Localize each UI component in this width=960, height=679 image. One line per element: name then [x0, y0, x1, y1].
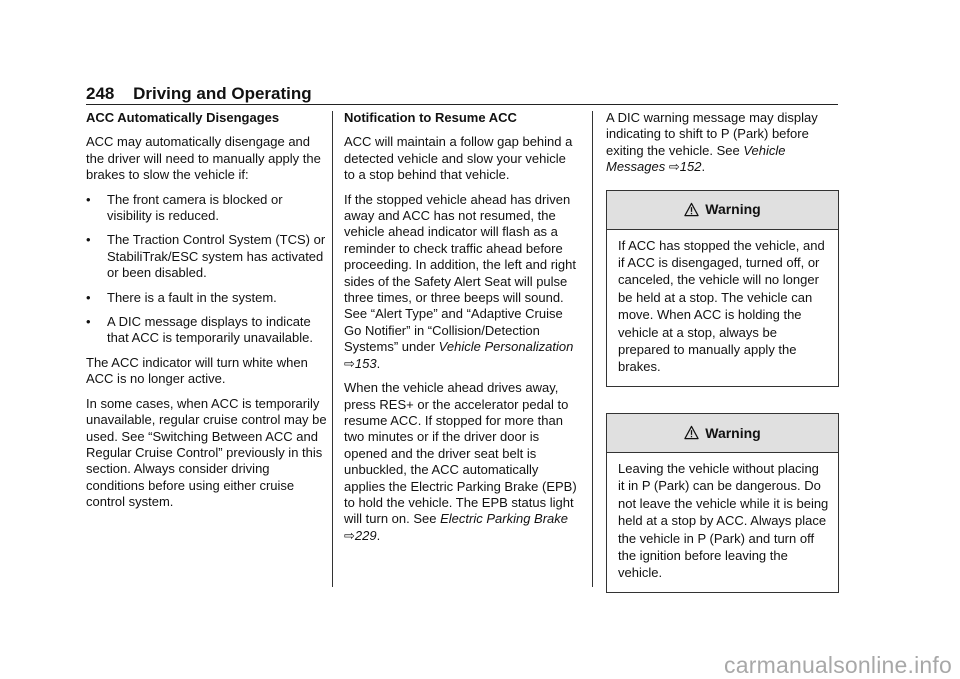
bullet-marker: •	[86, 289, 91, 305]
list-item	[86, 192, 330, 225]
vehicle-messages-link[interactable]: Vehicle Messages	[606, 142, 786, 175]
stopped-vehicle-paragraph	[344, 192, 580, 372]
column-1	[86, 110, 330, 519]
list-item-text: A DIC message displays to indicate that ACC is temporarily unavailable.	[107, 314, 313, 346]
sentence-end: .	[701, 159, 706, 175]
page-ref-number[interactable]: 229	[354, 527, 377, 543]
follow-gap-paragraph: ACC will maintain a follow gap behind a detected vehicle and slow your vehicle to a stop behind that vehicle.	[344, 134, 573, 183]
column-3	[606, 110, 842, 593]
page-ref-arrow-icon: ⇨	[344, 355, 355, 371]
list-item-text: The Traction Control System (TCS) or StabiliTrak/ESC system has activated or been disabled.	[107, 232, 326, 281]
bullet-marker: •	[86, 314, 91, 330]
warning-box	[606, 413, 839, 593]
warning-triangle-icon	[684, 202, 699, 217]
column-divider-1	[332, 111, 333, 587]
page-ref-arrow-icon: ⇨	[344, 527, 355, 543]
header-rule	[86, 104, 838, 105]
warning-triangle-icon	[684, 425, 699, 440]
page-ref-arrow-icon: ⇨	[668, 159, 680, 175]
list-item-text: There is a fault in the system.	[107, 289, 277, 305]
warning-title: Warning	[705, 424, 761, 441]
list-item	[86, 290, 330, 306]
page-ref-number[interactable]: 153	[354, 355, 377, 371]
watermark: carmanualsonline.info	[724, 652, 952, 678]
bullet-marker: •	[86, 232, 91, 248]
paragraph-text: If the stopped vehicle ahead has driven away and ACC has not resumed, the vehicle ahead indicator will flash as a reminder to check traffic ahead before proceeding. In addition, the left and right sides of the Safety Alert Seat will pulse three times, or three beeps will sound. See “Alert Type” and “Adaptive Cruise Go Notifier” in “Collision/Detection Systems” under	[344, 191, 576, 355]
regular-cruise-paragraph: In some cases, when ACC is temporarily unavailable, regular cruise control may be used. See “Switching Between ACC and Regular Cruise Control” previously in this section. Always consider driving conditions before using either cruise control system.	[86, 395, 327, 510]
section-title: Driving and Operating	[133, 84, 312, 103]
warning-header	[607, 414, 838, 453]
warning-header	[607, 191, 838, 230]
list-item	[86, 232, 330, 281]
column-2	[344, 110, 580, 552]
resume-acc-heading: Notification to Resume ACC	[344, 110, 517, 125]
dic-message-paragraph	[606, 110, 842, 176]
bullet-marker: •	[86, 191, 91, 207]
list-item-text: The front camera is blocked or visibility is reduced.	[107, 191, 283, 224]
page-header	[86, 84, 312, 104]
paragraph-text: When the vehicle ahead drives away, press RES+ or the accelerator pedal to resume ACC. If stopped for more than two minutes or if the driver door is opened and the driver seat belt is unbuckled, the ACC automatically applies the Electric Parking Brake (EPB) to hold the vehicle. The EPB status light will turn on. See	[344, 380, 577, 527]
warning-text: Leaving the vehicle without placing it in P (Park) can be dangerous. Do not leave the vehicle while it is being held at a stop by ACC. Always place the vehicle in P (Park) and turn off the ignition before leaving the vehicle.	[618, 460, 829, 581]
warning-title: Warning	[705, 201, 761, 218]
intro-paragraph: ACC may automatically disengage and the driver will need to manually apply the brakes to slow the vehicle if:	[86, 134, 321, 183]
resume-paragraph	[344, 380, 580, 544]
paragraph-text: A DIC warning message may display indicating to shift to P (Park) before exiting the vehicle. See	[606, 110, 818, 158]
electric-parking-brake-link[interactable]: Electric Parking Brake	[440, 511, 569, 527]
warning-box	[606, 190, 839, 387]
page-number: 248	[86, 84, 115, 103]
column-divider-2	[592, 111, 593, 587]
warning-text: If ACC has stopped the vehicle, and if ACC is disengaged, turned off, or canceled, the vehicle will no longer be held at a stop. The vehicle can move. When ACC is holding the vehicle at a stop, always be prepared to manually apply the brakes.	[618, 237, 825, 375]
acc-disengages-heading: ACC Automatically Disengages	[86, 110, 280, 125]
list-item	[86, 314, 330, 347]
sentence-end: .	[376, 355, 381, 371]
vehicle-personalization-link[interactable]: Vehicle Personalization	[438, 339, 574, 355]
sentence-end: .	[376, 527, 381, 543]
page-ref-number[interactable]: 152	[679, 159, 702, 175]
indicator-paragraph: The ACC indicator will turn white when ACC is no longer active.	[86, 354, 308, 387]
